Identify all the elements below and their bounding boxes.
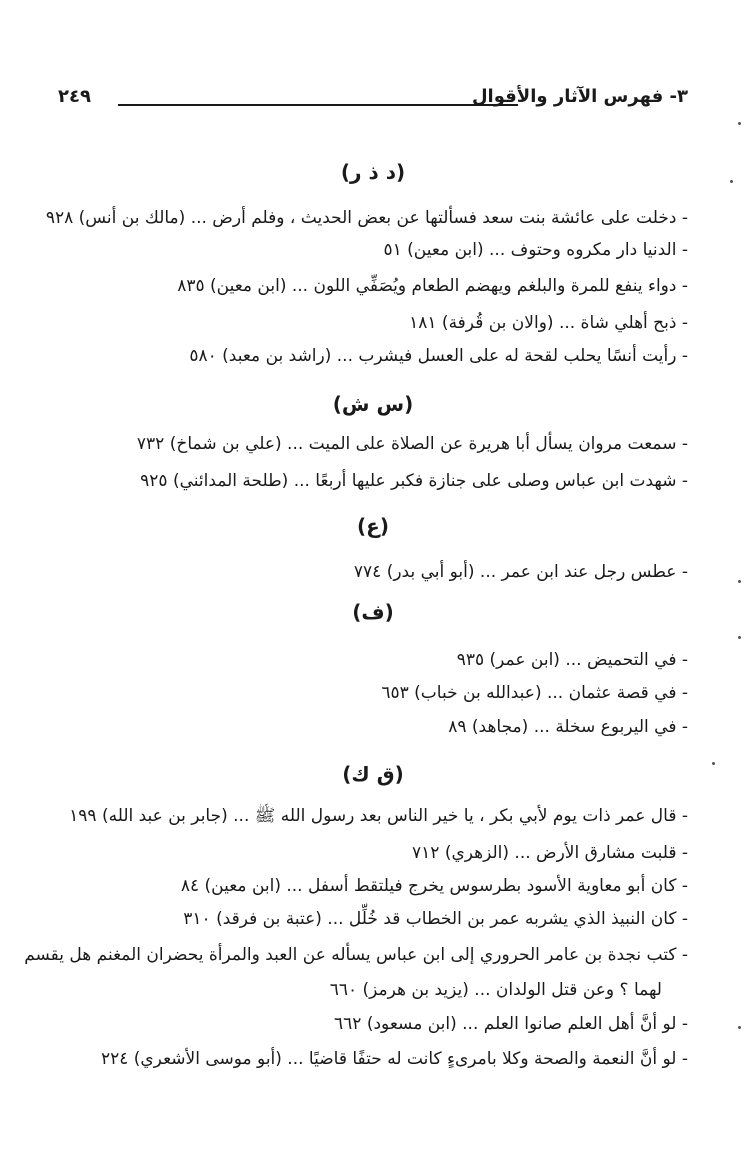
section-heading-sin-shin: (س ش) xyxy=(332,392,414,416)
header-rule xyxy=(118,104,518,106)
list-item: - لو أنَّ النعمة والصحة وكلا بامرىءٍ كانت له حتفًا قاضيًا ... (أبو موسى الأشعري) ٢٢٤ xyxy=(100,1049,688,1069)
scan-speck xyxy=(738,580,741,583)
scan-speck xyxy=(738,636,741,639)
section-heading-dal-dhal-ra: (د ذ ر) xyxy=(340,160,406,184)
list-item: - لو أنَّ أهل العلم صانوا العلم ... (ابن مسعود) ٦٦٢ xyxy=(334,1014,688,1034)
list-item: - دخلت على عائشة بنت سعد فسألتها عن بعض الحديث ، وفلم أرض ... (مالك بن أنس) ٩٢٨ xyxy=(45,208,688,228)
list-item: - قلبت مشارق الأرض ... (الزهري) ٧١٢ xyxy=(412,843,688,863)
list-item: - الدنيا دار مكروه وحتوف ... (ابن معين) ٥١ xyxy=(383,240,688,260)
page-number: ٢٤٩ xyxy=(58,86,91,107)
scan-speck xyxy=(738,122,741,125)
list-item: - كتب نجدة بن عامر الحروري إلى ابن عباس يسأله عن العبد والمرأة يحضران المغنم هل يقسم xyxy=(24,945,688,965)
section-heading-fa: (ف) xyxy=(352,600,394,624)
header-title: ٣- فهرس الآثار والأقوال xyxy=(471,86,688,107)
list-item-continuation: لهما ؟ وعن قتل الولدان ... (يزيد بن هرمز) ٦٦٠ xyxy=(329,980,662,1000)
list-item: - شهدت ابن عباس وصلى على جنازة فكبر عليها أربعًا ... (طلحة المدائني) ٩٢٥ xyxy=(140,471,688,491)
scan-speck xyxy=(712,762,715,765)
list-item: - عطس رجل عند ابن عمر ... (أبو أبي بدر) ٧٧٤ xyxy=(353,562,688,582)
list-item: - قال عمر ذات يوم لأبي بكر ، يا خير الناس بعد رسول الله ﷺ ... (جابر بن عبد الله) ١٩٩ xyxy=(69,806,688,826)
section-heading-qaf-kaf: (ق ك) xyxy=(342,762,404,786)
list-item: - في قصة عثمان ... (عبدالله بن خباب) ٦٥٣ xyxy=(381,683,688,703)
list-item: - كان النبيذ الذي يشربه عمر بن الخطاب قد خُلِّل ... (عتبة بن فرقد) ٣١٠ xyxy=(183,909,688,929)
section-heading-ain: (ع) xyxy=(357,514,389,538)
list-item: - في اليربوع سخلة ... (مجاهد) ٨٩ xyxy=(448,717,688,737)
list-item: - في التحميض ... (ابن عمر) ٩٣٥ xyxy=(456,650,688,670)
list-item: - كان أبو معاوية الأسود بطرسوس يخرج فيلتقط أسفل ... (ابن معين) ٨٤ xyxy=(180,876,688,896)
list-item: - ذبح أهلي شاة ... (والان بن قُرفة) ١٨١ xyxy=(409,313,688,333)
scan-speck xyxy=(730,180,733,183)
scan-speck xyxy=(738,1026,741,1029)
list-item: - سمعت مروان يسأل أبا هريرة عن الصلاة على الميت ... (علي بن شماخ) ٧٣٢ xyxy=(136,434,688,454)
list-item: - دواء ينفع للمرة والبلغم ويهضم الطعام ويُصَفِّي اللون ... (ابن معين) ٨٣٥ xyxy=(177,276,688,296)
running-header xyxy=(58,86,688,116)
list-item: - رأيت أنسًا يحلب لقحة له على العسل فيشرب ... (راشد بن معبد) ٥٨٠ xyxy=(189,346,688,366)
